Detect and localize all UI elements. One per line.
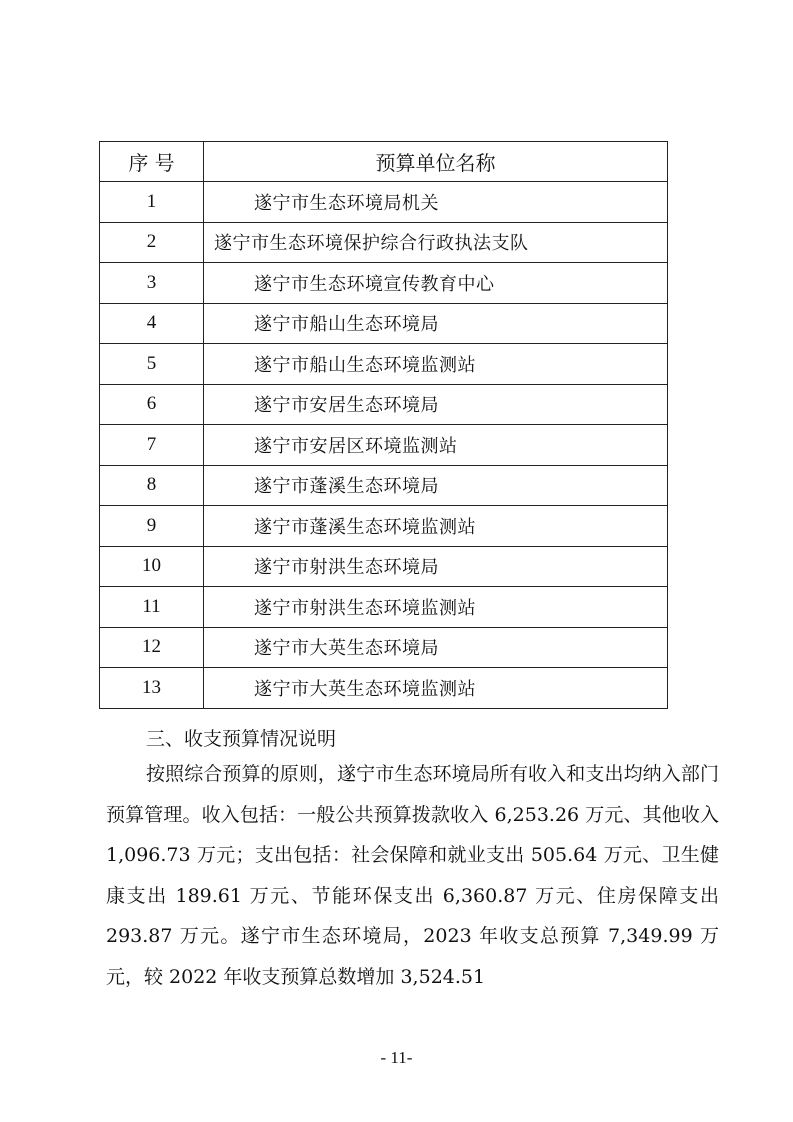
budget-unit-table bbox=[99, 141, 668, 709]
row-seq: 3 bbox=[100, 263, 204, 304]
table-row bbox=[100, 546, 668, 587]
row-seq: 12 bbox=[100, 627, 204, 668]
header-unit-name: 预算单位名称 bbox=[204, 142, 668, 182]
table-header-row bbox=[100, 142, 668, 182]
table-row bbox=[100, 344, 668, 385]
table-row bbox=[100, 182, 668, 223]
row-seq: 7 bbox=[100, 425, 204, 466]
table-row bbox=[100, 222, 668, 263]
page-number: - 11- bbox=[380, 1048, 413, 1067]
row-unit-name: 遂宁市蓬溪生态环境监测站 bbox=[204, 506, 668, 547]
table-row bbox=[100, 465, 668, 506]
row-unit-name: 遂宁市大英生态环境监测站 bbox=[204, 668, 668, 709]
table-row bbox=[100, 627, 668, 668]
header-seq: 序 号 bbox=[100, 142, 204, 182]
row-unit-name: 遂宁市生态环境宣传教育中心 bbox=[204, 263, 668, 304]
row-seq: 13 bbox=[100, 668, 204, 709]
row-unit-name: 遂宁市蓬溪生态环境局 bbox=[204, 465, 668, 506]
row-unit-name: 遂宁市大英生态环境局 bbox=[204, 627, 668, 668]
row-unit-name: 遂宁市射洪生态环境监测站 bbox=[204, 587, 668, 628]
row-unit-name: 遂宁市安居生态环境局 bbox=[204, 384, 668, 425]
table-row bbox=[100, 263, 668, 304]
row-seq: 1 bbox=[100, 182, 204, 223]
row-seq: 5 bbox=[100, 344, 204, 385]
row-seq: 11 bbox=[100, 587, 204, 628]
row-unit-name: 遂宁市生态环境局机关 bbox=[204, 182, 668, 223]
table-row bbox=[100, 425, 668, 466]
row-seq: 8 bbox=[100, 465, 204, 506]
table-row bbox=[100, 384, 668, 425]
table-row bbox=[100, 303, 668, 344]
row-seq: 10 bbox=[100, 546, 204, 587]
row-unit-name: 遂宁市安居区环境监测站 bbox=[204, 425, 668, 466]
row-seq: 6 bbox=[100, 384, 204, 425]
row-unit-name: 遂宁市船山生态环境监测站 bbox=[204, 344, 668, 385]
row-unit-name: 遂宁市生态环境保护综合行政执法支队 bbox=[204, 222, 668, 263]
budget-unit-table-container bbox=[99, 141, 667, 709]
budget-explanation-paragraph: 按照综合预算的原则，遂宁市生态环境局所有收入和支出均纳入部门预算管理。收入包括：一般公共预算拨款收入 6,253.26 万元、其他收入 1,096.73 万元；支出包括：社会保障和就业支出 505.64 万元、卫生健康支出 189.61 万元、节能环保支出 6,360.87 万元、住房保障支出 293.87 万元。遂宁市生态环境局，2023 年收支总预算 7,349.99 万元，较 2022 年收支预算总数增加 3,524.51 bbox=[106, 763, 719, 988]
row-seq: 2 bbox=[100, 222, 204, 263]
section-heading: 三、收支预算情况说明 bbox=[146, 728, 337, 750]
row-unit-name: 遂宁市射洪生态环境局 bbox=[204, 546, 668, 587]
row-seq: 9 bbox=[100, 506, 204, 547]
table-row bbox=[100, 668, 668, 709]
row-unit-name: 遂宁市船山生态环境局 bbox=[204, 303, 668, 344]
table-row bbox=[100, 506, 668, 547]
body-text bbox=[106, 754, 719, 998]
row-seq: 4 bbox=[100, 303, 204, 344]
table-row bbox=[100, 587, 668, 628]
